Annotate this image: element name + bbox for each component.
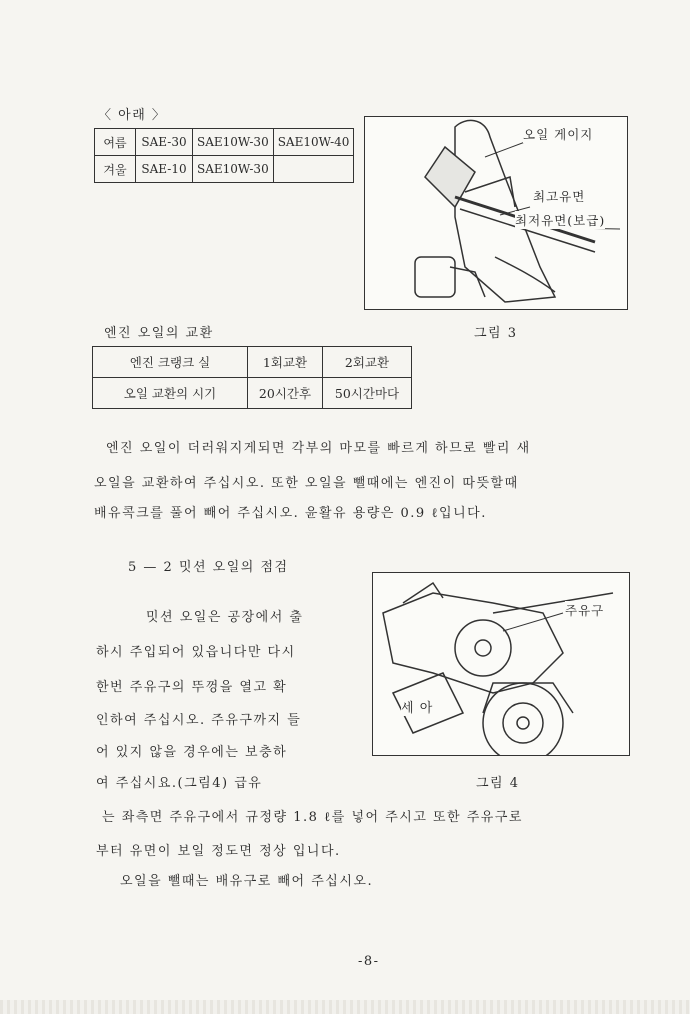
page-number: -8- [358, 954, 380, 969]
mission-oil-line: 는 좌측면 주유구에서 규정량 1.8 ℓ를 넣어 주시고 또한 주유구로 [102, 810, 523, 825]
figure-3-caption: 그림 3 [474, 326, 518, 341]
engine-oil-table [92, 346, 412, 409]
mission-oil-heading: 5 — 2 밋션 오일의 점검 [128, 560, 289, 575]
mission-oil-line: 인하여 주십시오. 주유구까지 들 [96, 713, 302, 728]
grade-cell: SAE10W-40 [273, 129, 354, 156]
figure-4-filler-port [372, 572, 630, 756]
stamp-label: 세 아 [401, 697, 433, 716]
table-row [93, 378, 412, 409]
mission-oil-line: 한번 주유구의 뚜껑을 열고 확 [96, 680, 288, 695]
oil-gauge-label: 오일 게이지 [523, 127, 594, 142]
season-cell: 여름 [95, 129, 136, 156]
figure-3-oil-gauge [364, 116, 628, 310]
grade-cell: SAE-10 [136, 156, 193, 183]
interval-cell: 20시간후 [248, 378, 323, 409]
table-row [95, 129, 354, 156]
engine-oil-heading: 엔진 오일의 교환 [104, 326, 214, 341]
mission-oil-line: 여 주십시요.(그림4) 급유 [96, 776, 263, 791]
item-cell: 엔진 크랭크 실 [93, 347, 248, 378]
interval-cell: 1회교환 [248, 347, 323, 378]
oil-grade-table [94, 128, 354, 183]
grade-cell: SAE-30 [136, 129, 193, 156]
grade-cell: SAE10W-30 [193, 129, 274, 156]
table-row [93, 347, 412, 378]
mission-oil-line: 오일을 뺄때는 배유구로 빼어 주십시오. [120, 874, 374, 889]
table-row [95, 156, 354, 183]
engine-oil-line: 엔진 오일이 더러워지게되면 각부의 마모를 빠르게 하므로 빨리 새 [106, 441, 531, 456]
mission-oil-line: 어 있지 않을 경우에는 보충하 [96, 745, 288, 760]
mission-oil-line: 부터 유면이 보일 정도면 정상 입니다. [96, 844, 341, 859]
scan-edge-noise [0, 1000, 690, 1014]
min-level-label: 최저유면(보급) [515, 213, 606, 228]
engine-oil-line: 오일을 교환하여 주십시오. 또한 오일을 뺄때에는 엔진이 따뜻할때 [94, 476, 519, 491]
engine-oil-line: 배유콕크를 풀어 빼어 주십시오. 윤활유 용량은 0.9 ℓ입니다. [94, 506, 487, 521]
grade-cell: SAE10W-30 [193, 156, 274, 183]
filler-port-label: 주유구 [565, 603, 605, 618]
mission-oil-line: 하시 주입되어 있읍니다만 다시 [96, 645, 296, 660]
grade-cell [273, 156, 354, 183]
season-cell: 겨울 [95, 156, 136, 183]
oil-grade-caption: 〈 아래 〉 [98, 108, 167, 123]
mission-oil-line: 밋션 오일은 공장에서 출 [146, 610, 304, 625]
max-level-label: 최고유면 [533, 189, 586, 204]
interval-cell: 50시간마다 [323, 378, 412, 409]
item-cell: 오일 교환의 시기 [93, 378, 248, 409]
figure-4-caption: 그림 4 [476, 776, 520, 791]
interval-cell: 2회교환 [323, 347, 412, 378]
